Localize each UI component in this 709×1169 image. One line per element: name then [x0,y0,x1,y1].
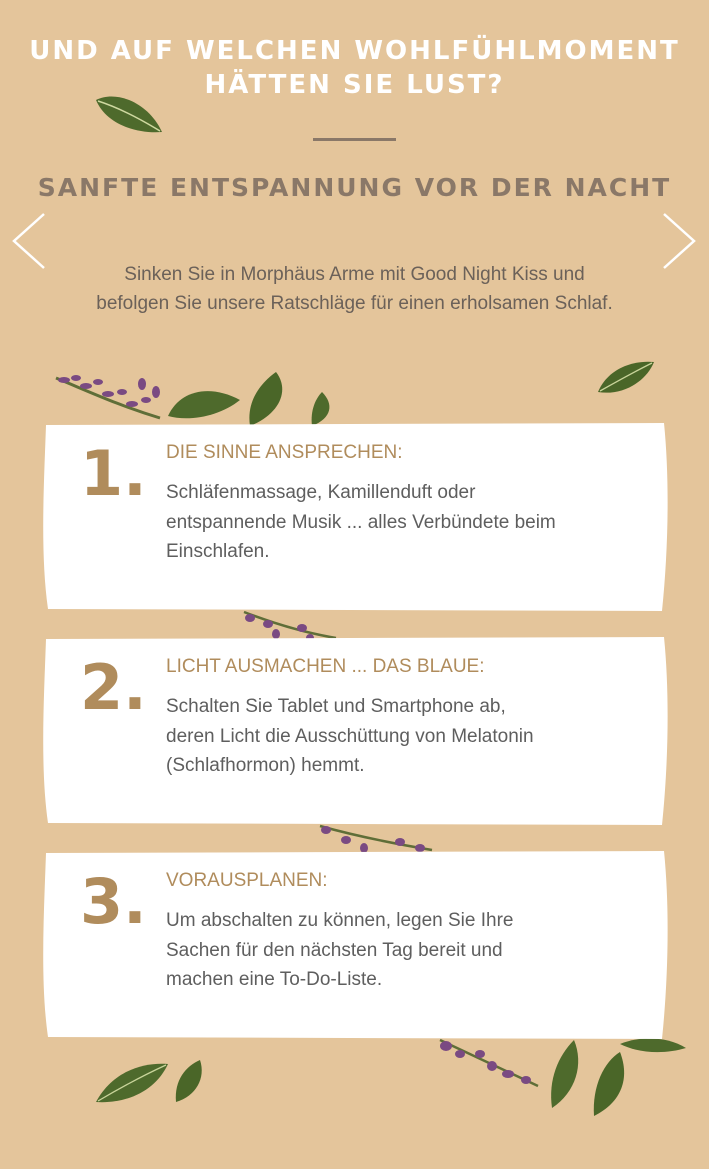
slide-title: SANFTE ENTSPANNUNG VOR DER NACHT [37,173,672,202]
leaf-decoration-bottom-left [92,1056,212,1108]
page-title-line-2: HÄTTEN SIE LUST? [204,70,505,100]
tip-text-line: Schläfenmassage, Kamillenduft oder [166,482,476,503]
leaf-decoration-right [594,358,658,398]
tip-number: 3. [80,865,147,938]
tip-title: VORAUSPLANEN: [166,870,328,891]
tip-text-line: machen eine To-Do-Liste. [166,969,383,990]
tip-text-line: entspannende Musik ... alles Verbündete beim [166,511,556,533]
tip-card-1 [42,423,669,611]
tip-text [166,692,636,781]
slide-intro [30,260,679,318]
lavender-decoration-bottom-right [434,1030,690,1130]
tip-title: LICHT AUSMACHEN ... DAS BLAUE: [166,656,485,677]
tip-text [166,478,636,567]
lavender-decoration-left [50,370,350,430]
tip-text-line: Schalten Sie Tablet und Smartphone ab, [166,696,506,717]
tip-number: 2. [80,651,147,724]
tip-text [166,906,636,995]
title-divider [313,138,396,141]
tip-card-2 [42,637,669,825]
tip-card-3 [42,851,669,1039]
tip-text-line: deren Licht die Ausschüttung von Melatonin [166,725,534,747]
page-title [0,34,709,102]
slide-intro-line-2: befolgen Sie unsere Ratschläge für einen erholsamen Schlaf. [96,293,613,314]
tip-text-line: Sachen für den nächsten Tag bereit und [166,939,503,961]
slide-intro-line-1: Sinken Sie in Morphäus Arme mit Good Night Kiss und [124,264,585,285]
page-title-line-1: UND AUF WELCHEN WOHLFÜHLMOMENT [29,36,680,66]
tip-title: DIE SINNE ANSPRECHEN: [166,442,403,463]
tip-number: 1. [80,437,147,510]
tip-text-line: (Schlafhormon) hemmt. [166,755,365,776]
tip-text-line: Um abschalten zu können, legen Sie Ihre [166,910,514,931]
tip-text-line: Einschlafen. [166,541,270,562]
